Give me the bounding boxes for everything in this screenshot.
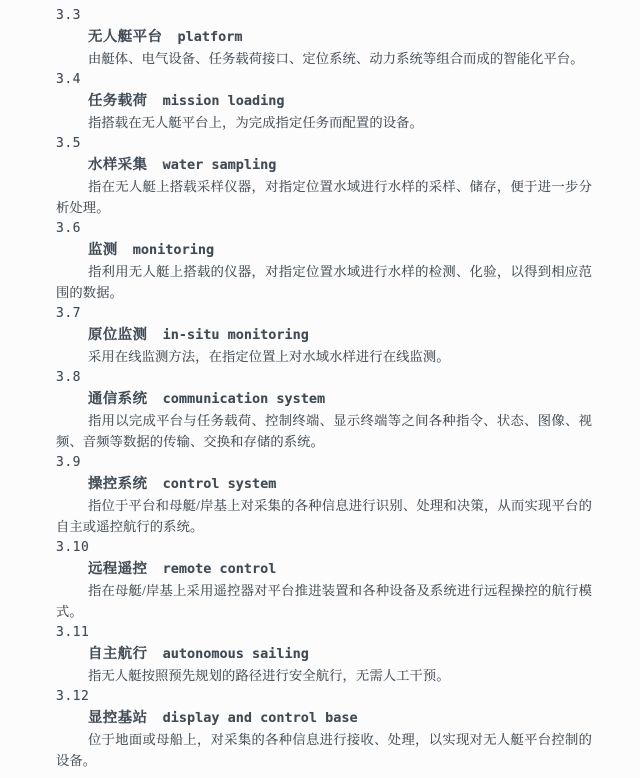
term-english: communication system <box>162 391 326 407</box>
term-line <box>56 707 592 729</box>
term-chinese: 远程遥控 <box>88 561 148 577</box>
term-line <box>56 388 592 410</box>
clause-number: 3.3 <box>56 8 81 23</box>
clause-number: 3.12 <box>56 689 90 704</box>
clause-number: 3.4 <box>56 72 81 87</box>
term-chinese: 自主航行 <box>88 646 148 662</box>
term-entry-3-6 <box>56 218 592 303</box>
clause-number: 3.8 <box>56 370 81 385</box>
term-entry-3-3 <box>56 5 592 69</box>
term-line <box>56 643 592 665</box>
term-entry-3-12 <box>56 686 592 771</box>
clause-number: 3.10 <box>56 540 90 555</box>
term-entry-3-5 <box>56 133 592 218</box>
term-english: remote control <box>162 561 277 577</box>
term-definition: 指在无人艇上搭载采样仪器，对指定位置水域进行水样的采样、储存，便于进一步分析处理。 <box>56 179 592 215</box>
term-english: monitoring <box>132 242 215 258</box>
term-definition: 指位于平台和母艇/岸基上对采集的各种信息进行识别、处理和决策，从而实现平台的自主或遥控航行的系统。 <box>56 498 592 534</box>
term-definition: 指无人艇按照预先规划的路径进行安全航行，无需人工干预。 <box>88 668 450 683</box>
term-definition: 指用以完成平台与任务载荷、控制终端、显示终端等之间各种指令、状态、图像、视频、音频等数据的传输、交换和存储的系统。 <box>56 413 592 449</box>
term-chinese: 任务载荷 <box>88 93 148 109</box>
term-chinese: 原位监测 <box>88 327 148 343</box>
clause-number: 3.9 <box>56 455 81 470</box>
term-chinese: 操控系统 <box>88 476 148 492</box>
term-definition: 指在母艇/岸基上采用遥控器对平台推进装置和各种设备及系统进行远程操控的航行模式。 <box>56 583 592 619</box>
term-english: mission loading <box>162 93 285 109</box>
term-line <box>56 324 592 346</box>
term-entry-3-11 <box>56 622 592 686</box>
term-entry-3-10 <box>56 537 592 622</box>
term-line <box>56 90 592 112</box>
term-line <box>56 154 592 176</box>
term-definition: 位于地面或母船上，对采集的各种信息进行接收、处理，以实现对无人艇平台控制的设备。 <box>56 732 592 768</box>
clause-number: 3.7 <box>56 306 81 321</box>
term-entry-3-7 <box>56 303 592 367</box>
term-english: display and control base <box>162 710 358 726</box>
term-definition: 指利用无人艇上搭载的仪器，对指定位置水域进行水样的检测、化验，以得到相应范围的数据。 <box>56 264 592 300</box>
term-english: platform <box>177 29 243 45</box>
term-chinese: 无人艇平台 <box>88 29 163 45</box>
term-chinese: 水样采集 <box>88 157 148 173</box>
term-chinese: 监测 <box>88 242 118 258</box>
clause-number: 3.5 <box>56 136 81 151</box>
term-line <box>56 558 592 580</box>
term-definition: 采用在线监测方法，在指定位置上对水域水样进行在线监测。 <box>88 349 450 364</box>
clause-number: 3.11 <box>56 625 90 640</box>
clause-number: 3.6 <box>56 221 81 236</box>
term-line <box>56 239 592 261</box>
term-entry-3-8 <box>56 367 592 452</box>
term-english: in-situ monitoring <box>162 327 309 343</box>
term-line <box>56 473 592 495</box>
term-definition: 指搭载在无人艇平台上，为完成指定任务而配置的设备。 <box>88 115 423 130</box>
term-english: autonomous sailing <box>162 646 309 662</box>
term-line <box>56 26 592 48</box>
term-english: control system <box>162 476 277 492</box>
term-english: water sampling <box>162 157 277 173</box>
term-chinese: 通信系统 <box>88 391 148 407</box>
term-definition: 由艇体、电气设备、任务载荷接口、定位系统、动力系统等组合而成的智能化平台。 <box>88 51 584 66</box>
term-entry-3-9 <box>56 452 592 537</box>
term-chinese: 显控基站 <box>88 710 148 726</box>
term-entry-3-4 <box>56 69 592 133</box>
